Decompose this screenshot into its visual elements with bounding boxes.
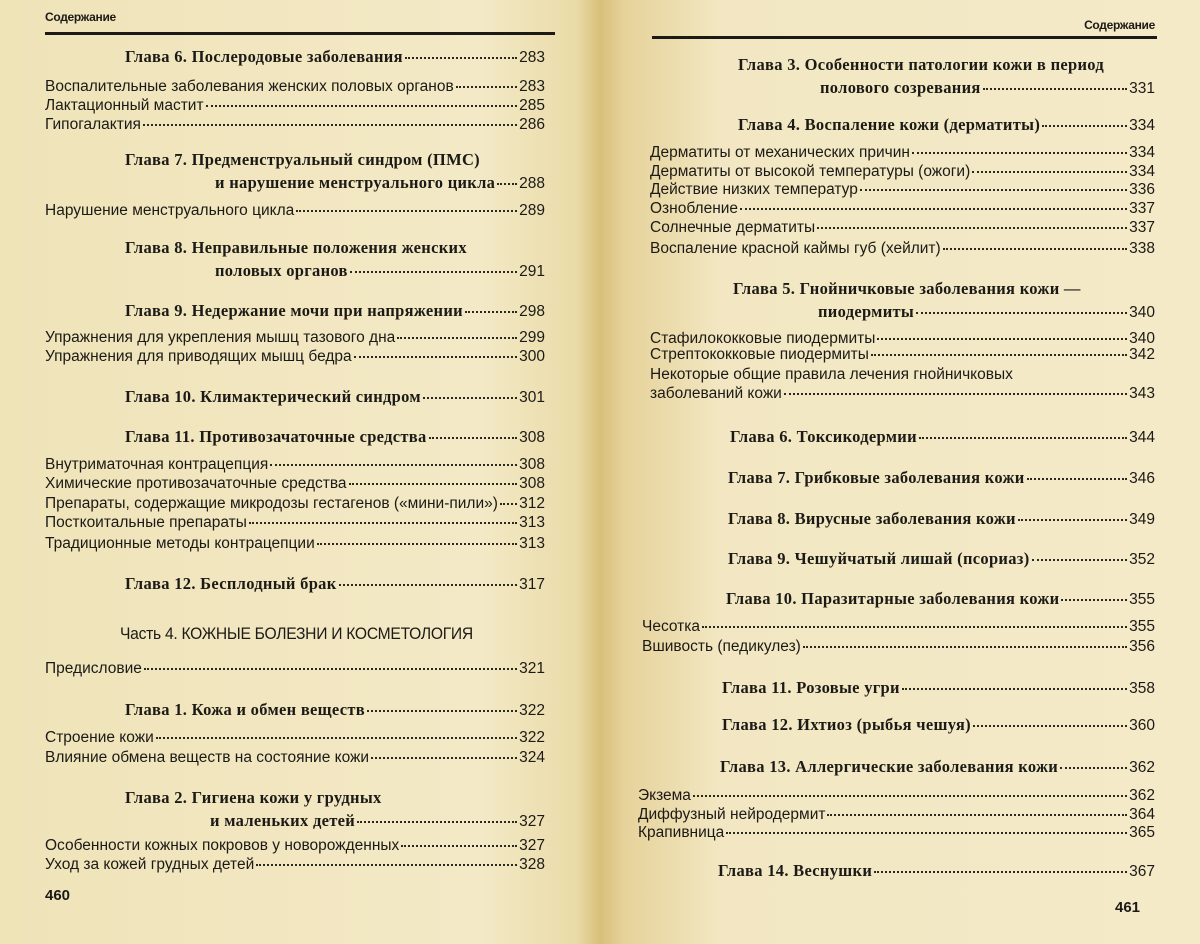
entry-title: Глава 13. Аллергические заболевания кожи xyxy=(720,757,1059,776)
dot-leader xyxy=(349,483,518,485)
toc-chapter xyxy=(215,174,545,193)
dot-leader xyxy=(871,354,1127,356)
entry-page: 355 xyxy=(1129,591,1155,608)
toc-chapter xyxy=(125,701,545,720)
entry-title: Воспалительные заболевания женских половых органов xyxy=(45,78,454,95)
toc-chapter xyxy=(738,116,1155,135)
dot-leader xyxy=(1018,519,1127,521)
toc-item xyxy=(650,219,1155,237)
entry-title: Влияние обмена веществ на состояние кожи xyxy=(45,749,370,766)
toc-chapter xyxy=(125,575,545,594)
entry-title: Глава 6. Токсикодермии xyxy=(730,427,917,446)
entry-title: Стрептококковые пиодермиты xyxy=(650,346,869,363)
entry-page: 342 xyxy=(1129,346,1155,363)
entry-title: Глава 8. Вирусные заболевания кожи xyxy=(728,509,1016,528)
toc-chapter xyxy=(125,302,545,321)
dot-leader xyxy=(827,814,1127,816)
toc-item-line1: Некоторые общие правила лечения гнойничковых xyxy=(650,366,1013,383)
entry-page: 358 xyxy=(1129,680,1155,697)
toc-item xyxy=(650,346,1155,364)
toc-item xyxy=(638,806,1155,824)
dot-leader xyxy=(726,832,1127,834)
entry-page: 327 xyxy=(519,813,545,830)
dot-leader xyxy=(1027,478,1128,480)
toc-item xyxy=(650,385,1155,403)
entry-page: 322 xyxy=(519,729,545,746)
dot-leader xyxy=(296,210,517,212)
entry-page: 301 xyxy=(519,389,545,406)
entry-page: 285 xyxy=(519,97,545,114)
entry-title: Особенности кожных покровов у новорожденных xyxy=(45,837,400,854)
entry-title: Ознобление xyxy=(650,200,739,217)
entry-title: Традиционные методы контрацепции xyxy=(45,535,315,552)
entry-title: Глава 10. Паразитарные заболевания кожи xyxy=(726,589,1060,608)
entry-page: 328 xyxy=(519,856,545,873)
dot-leader xyxy=(357,821,517,823)
toc-item xyxy=(650,163,1155,181)
entry-title: Чесотка xyxy=(642,618,700,635)
toc-item xyxy=(45,837,545,855)
running-header: Содержание xyxy=(45,10,116,24)
toc-chapter xyxy=(722,679,1155,698)
entry-page: 308 xyxy=(519,429,545,446)
toc-item xyxy=(45,456,545,474)
entry-page: 367 xyxy=(1129,863,1155,880)
toc-item xyxy=(45,729,545,747)
entry-title: Уход за кожей грудных детей xyxy=(45,856,255,873)
part-heading: Часть 4. КОЖНЫЕ БОЛЕЗНИ И КОСМЕТОЛОГИЯ xyxy=(120,624,473,643)
entry-page: 291 xyxy=(519,263,545,280)
toc-chapter-line1: Глава 8. Неправильные положения женских xyxy=(125,238,467,257)
dot-leader xyxy=(1061,599,1127,601)
toc-item xyxy=(45,495,545,513)
entry-page: 300 xyxy=(519,348,545,365)
entry-page: 355 xyxy=(1129,618,1155,635)
dot-leader xyxy=(405,57,517,59)
entry-page: 308 xyxy=(519,456,545,473)
entry-title: и маленьких детей xyxy=(210,811,356,830)
entry-page: 283 xyxy=(519,49,545,66)
entry-page: 288 xyxy=(519,175,545,192)
dot-leader xyxy=(465,311,517,313)
dot-leader xyxy=(912,152,1127,154)
dot-leader xyxy=(877,338,1127,340)
dot-leader xyxy=(817,227,1127,229)
toc-item xyxy=(45,856,545,874)
header-rule xyxy=(45,32,555,35)
entry-page: 289 xyxy=(519,202,545,219)
entry-page: 344 xyxy=(1129,429,1155,446)
entry-title: Глава 11. Розовые угри xyxy=(722,678,900,697)
entry-page: 299 xyxy=(519,329,545,346)
toc-chapter xyxy=(722,716,1155,735)
toc-item xyxy=(650,144,1155,162)
entry-title: Лактационный мастит xyxy=(45,97,204,114)
dot-leader xyxy=(423,397,517,399)
entry-title: Глава 4. Воспаление кожи (дерматиты) xyxy=(738,115,1041,134)
dot-leader xyxy=(497,183,517,185)
toc-chapter xyxy=(125,388,545,407)
toc-item xyxy=(45,514,545,532)
dot-leader xyxy=(397,337,517,339)
dot-leader xyxy=(1032,559,1128,561)
toc-chapter xyxy=(818,303,1155,322)
toc-chapter-line1: Глава 7. Предменструальный синдром (ПМС) xyxy=(125,150,480,169)
dot-leader xyxy=(1042,125,1127,127)
entry-title: Вшивость (педикулез) xyxy=(642,638,801,655)
entry-title: Гипогалактия xyxy=(45,116,141,133)
toc-item xyxy=(45,749,545,767)
entry-page: 336 xyxy=(1129,181,1155,198)
toc-chapter xyxy=(215,262,545,281)
entry-page: 308 xyxy=(519,475,545,492)
toc-item xyxy=(642,618,1155,636)
toc-item xyxy=(642,638,1155,656)
toc-chapter-line1: Глава 2. Гигиена кожи у грудных xyxy=(125,788,382,807)
toc-item xyxy=(45,475,545,493)
toc-chapter xyxy=(820,79,1155,98)
entry-title: Химические противозачаточные средства xyxy=(45,475,347,492)
entry-title: Глава 12. Ихтиоз (рыбья чешуя) xyxy=(722,715,971,734)
toc-item xyxy=(45,348,545,366)
page-number: 461 xyxy=(1115,899,1141,916)
entry-title: Дерматиты от механических причин xyxy=(650,144,910,161)
entry-title: Дерматиты от высокой температуры (ожоги) xyxy=(650,163,971,180)
entry-page: 331 xyxy=(1129,80,1155,97)
dot-leader xyxy=(983,88,1127,90)
dot-leader xyxy=(270,464,517,466)
dot-leader xyxy=(902,688,1127,690)
dot-leader xyxy=(500,503,517,505)
entry-title: и нарушение менструального цикла xyxy=(215,173,496,192)
entry-title: Глава 11. Противозачаточные средства xyxy=(125,427,427,446)
entry-title: Глава 6. Послеродовые заболевания xyxy=(125,47,403,66)
toc-chapter xyxy=(728,469,1155,488)
dot-leader xyxy=(143,124,517,126)
toc-chapter xyxy=(728,510,1155,529)
dot-leader xyxy=(339,584,518,586)
entry-page: 365 xyxy=(1129,824,1155,841)
entry-page: 324 xyxy=(519,749,545,766)
dot-leader xyxy=(972,171,1127,173)
toc-chapter xyxy=(718,862,1155,881)
dot-leader xyxy=(367,710,517,712)
entry-title: Глава 12. Бесплодный брак xyxy=(125,574,337,593)
dot-leader xyxy=(1060,767,1127,769)
entry-title: Глава 1. Кожа и обмен веществ xyxy=(125,700,365,719)
entry-page: 321 xyxy=(519,660,545,677)
toc-chapter-line1: Глава 5. Гнойничковые заболевания кожи — xyxy=(733,279,1081,298)
entry-page: 360 xyxy=(1129,717,1155,734)
dot-leader xyxy=(371,757,517,759)
dot-leader xyxy=(206,105,518,107)
entry-page: 362 xyxy=(1129,759,1155,776)
dot-leader xyxy=(803,646,1127,648)
toc-item xyxy=(638,787,1155,805)
entry-title: Глава 14. Веснушки xyxy=(718,861,873,880)
toc-chapter xyxy=(125,428,545,447)
dot-leader xyxy=(354,356,517,358)
entry-title: Воспаление красной каймы губ (хейлит) xyxy=(650,240,941,257)
dot-leader xyxy=(144,668,517,670)
dot-leader xyxy=(350,271,517,273)
dot-leader xyxy=(740,208,1127,210)
toc-item xyxy=(45,202,545,220)
entry-title: Действие низких температур xyxy=(650,181,858,198)
toc-item xyxy=(638,824,1155,842)
entry-page: 334 xyxy=(1129,144,1155,161)
toc-item xyxy=(45,535,545,553)
entry-title: Экзема xyxy=(638,787,691,804)
entry-title: Посткоитальные препараты xyxy=(45,514,247,531)
entry-page: 313 xyxy=(519,535,545,552)
entry-page: 338 xyxy=(1129,240,1155,257)
dot-leader xyxy=(874,871,1127,873)
entry-title: Крапивница xyxy=(638,824,725,841)
entry-title: Препараты, содержащие микродозы гестагенов («мини-пили») xyxy=(45,495,498,512)
entry-title: Глава 10. Климактерический синдром xyxy=(125,387,421,406)
dot-leader xyxy=(916,312,1127,314)
toc-item xyxy=(45,78,545,96)
dot-leader xyxy=(943,248,1127,250)
running-header: Содержание xyxy=(1084,18,1155,32)
dot-leader xyxy=(702,626,1127,628)
entry-page: 346 xyxy=(1129,470,1155,487)
dot-leader xyxy=(456,86,517,88)
dot-leader xyxy=(156,737,517,739)
dot-leader xyxy=(860,189,1127,191)
entry-page: 283 xyxy=(519,78,545,95)
toc-chapter xyxy=(730,428,1155,447)
toc-item xyxy=(45,97,545,115)
entry-title: Нарушение менструального цикла xyxy=(45,202,295,219)
dot-leader xyxy=(317,543,517,545)
dot-leader xyxy=(973,725,1127,727)
entry-title: Строение кожи xyxy=(45,729,154,746)
entry-title: Глава 7. Грибковые заболевания кожи xyxy=(728,468,1025,487)
toc-chapter xyxy=(125,48,545,67)
toc-chapter-line1: Глава 3. Особенности патологии кожи в период xyxy=(738,55,1104,74)
entry-page: 349 xyxy=(1129,511,1155,528)
entry-title: половых органов xyxy=(215,261,348,280)
toc-chapter xyxy=(728,550,1155,569)
toc-item xyxy=(650,240,1155,258)
entry-title: Упражнения для укрепления мышц тазового дна xyxy=(45,329,396,346)
page-number: 460 xyxy=(45,887,71,904)
entry-page: 313 xyxy=(519,514,545,531)
entry-page: 334 xyxy=(1129,117,1155,134)
entry-page: 286 xyxy=(519,116,545,133)
entry-page: 337 xyxy=(1129,200,1155,217)
dot-leader xyxy=(693,795,1127,797)
right-page xyxy=(600,0,1200,944)
entry-page: 356 xyxy=(1129,638,1155,655)
entry-title: Стафилококковые пиодермиты xyxy=(650,330,876,347)
entry-page: 312 xyxy=(519,495,545,512)
toc-chapter xyxy=(210,812,545,831)
entry-title: Упражнения для приводящих мышц бедра xyxy=(45,348,352,365)
dot-leader xyxy=(249,522,517,524)
entry-page: 340 xyxy=(1129,330,1155,347)
entry-title: Глава 9. Чешуйчатый лишай (псориаз) xyxy=(728,549,1030,568)
entry-page: 364 xyxy=(1129,806,1155,823)
dot-leader xyxy=(784,393,1127,395)
entry-title: пиодермиты xyxy=(818,302,915,321)
toc-chapter xyxy=(720,758,1155,777)
header-rule xyxy=(652,36,1157,39)
entry-page: 322 xyxy=(519,702,545,719)
toc-chapter xyxy=(726,590,1155,609)
dot-leader xyxy=(256,864,517,866)
toc-item xyxy=(650,200,1155,218)
entry-title: заболеваний кожи xyxy=(650,385,782,402)
entry-title: Предисловие xyxy=(45,660,142,677)
toc-item xyxy=(45,329,545,347)
entry-page: 337 xyxy=(1129,219,1155,236)
toc-item xyxy=(45,660,545,678)
entry-title: Внутриматочная контрацепция xyxy=(45,456,269,473)
entry-title: Солнечные дерматиты xyxy=(650,219,816,236)
entry-page: 352 xyxy=(1129,551,1155,568)
entry-page: 298 xyxy=(519,303,545,320)
entry-page: 362 xyxy=(1129,787,1155,804)
toc-item xyxy=(45,116,545,134)
entry-page: 334 xyxy=(1129,163,1155,180)
entry-page: 317 xyxy=(519,576,545,593)
entry-title: Глава 9. Недержание мочи при напряжении xyxy=(125,301,463,320)
entry-page: 327 xyxy=(519,837,545,854)
dot-leader xyxy=(429,437,518,439)
toc-item xyxy=(650,181,1155,199)
entry-title: полового созревания xyxy=(820,78,981,97)
dot-leader xyxy=(401,845,517,847)
entry-page: 343 xyxy=(1129,385,1155,402)
entry-title: Диффузный нейродермит xyxy=(638,806,826,823)
entry-page: 340 xyxy=(1129,304,1155,321)
dot-leader xyxy=(919,437,1127,439)
